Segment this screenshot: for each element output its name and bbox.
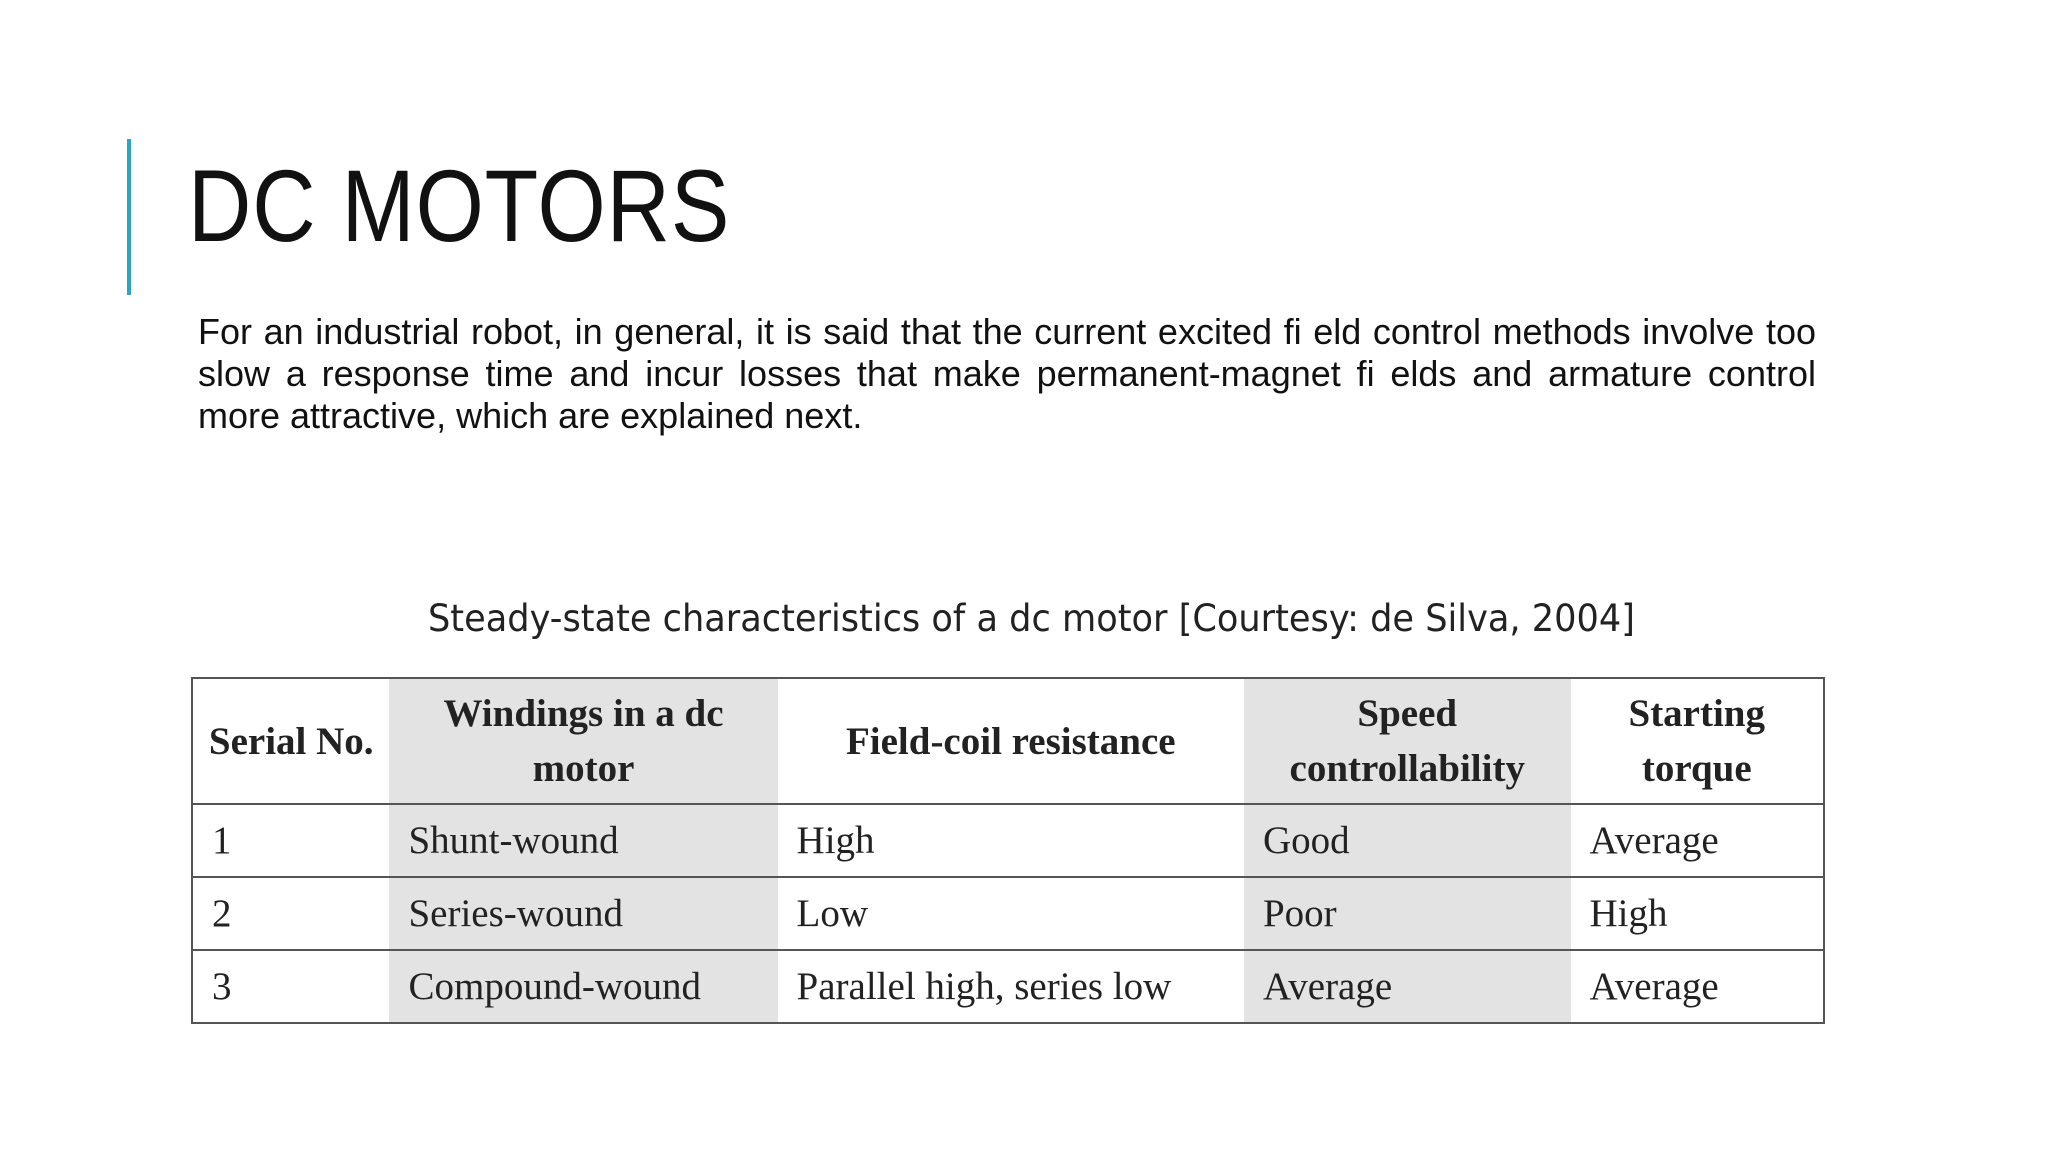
- cell-field-coil-resistance: Parallel high, series low: [778, 950, 1244, 1023]
- header-field-coil-resistance: Field-coil resistance: [778, 678, 1244, 804]
- table-row: [192, 804, 1824, 877]
- cell-speed-controllability: Poor: [1244, 877, 1571, 950]
- cell-serial: 2: [192, 877, 389, 950]
- table-row: [192, 877, 1824, 950]
- header-starting-torque: Starting torque: [1571, 678, 1824, 804]
- motor-characteristics-table: [191, 677, 1825, 1024]
- cell-speed-controllability: Average: [1244, 950, 1571, 1023]
- cell-serial: 1: [192, 804, 389, 877]
- cell-field-coil-resistance: Low: [778, 877, 1244, 950]
- table-header-row: [192, 678, 1824, 804]
- header-serial-no: Serial No.: [192, 678, 389, 804]
- cell-starting-torque: Average: [1571, 950, 1824, 1023]
- title-accent-bar: [127, 139, 131, 295]
- header-windings: Windings in a dc motor: [389, 678, 777, 804]
- cell-starting-torque: High: [1571, 877, 1824, 950]
- cell-serial: 3: [192, 950, 389, 1023]
- cell-windings: Series-wound: [389, 877, 777, 950]
- header-speed-controllability: Speed controllability: [1244, 678, 1571, 804]
- slide-title: DC MOTORS: [188, 149, 731, 263]
- cell-windings: Compound-wound: [389, 950, 777, 1023]
- cell-speed-controllability: Good: [1244, 804, 1571, 877]
- table-row: [192, 950, 1824, 1023]
- table-caption: Steady-state characteristics of a dc motor [Courtesy: de Silva, 2004]: [428, 597, 1635, 640]
- cell-starting-torque: Average: [1571, 804, 1824, 877]
- cell-windings: Shunt-wound: [389, 804, 777, 877]
- cell-field-coil-resistance: High: [778, 804, 1244, 877]
- slide-body-text: For an industrial robot, in general, it is said that the current excited fi eld control methods involve too slow a response time and incur losses that make permanent-magnet fi elds and armature control more attractive, which are explained next.: [198, 311, 1816, 436]
